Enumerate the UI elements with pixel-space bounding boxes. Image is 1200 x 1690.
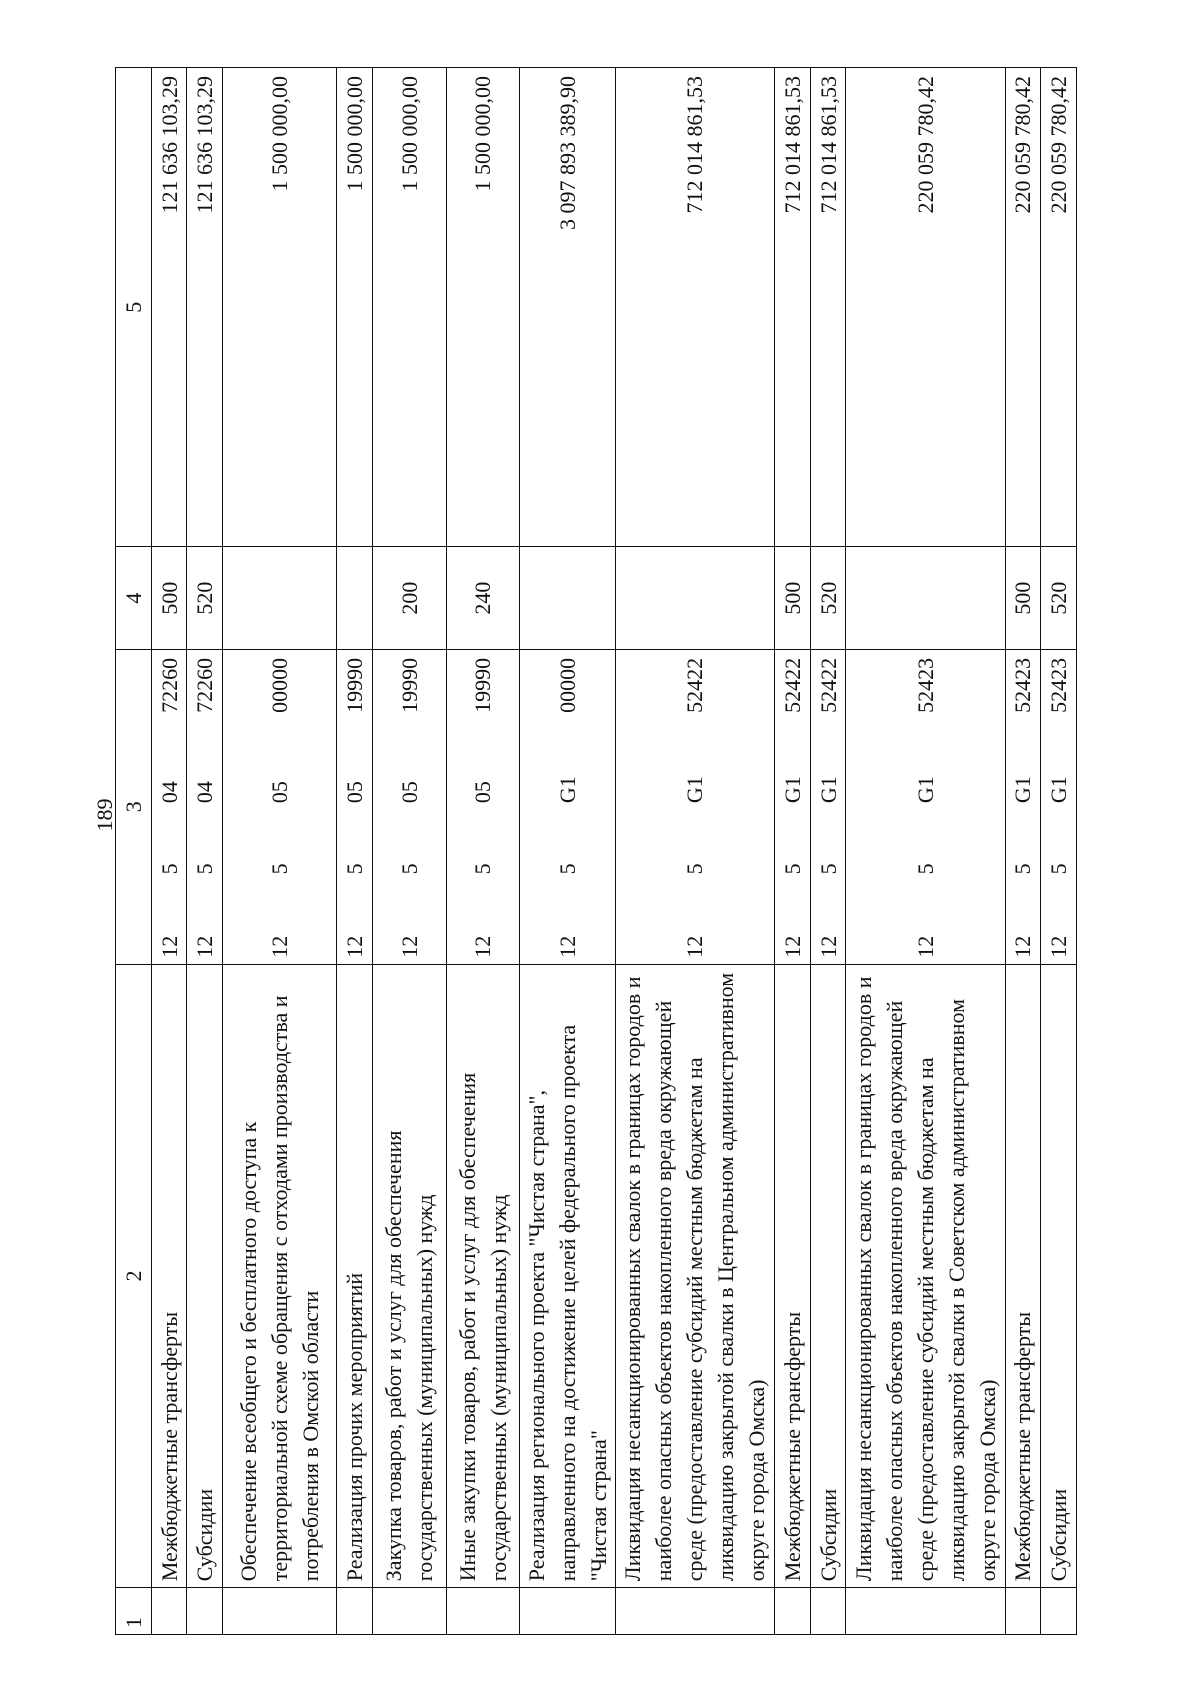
budget-table [115,67,1077,1635]
table-row [519,68,615,1635]
row-sum: 220 059 780,42 [846,68,1005,547]
row-sum: 1 500 000,00 [373,68,446,547]
row-sum: 3 097 893 389,90 [519,68,615,547]
row-name: Реализация прочих мероприятий [337,964,373,1588]
row-name: Иные закупки товаров, работ и услуг для обеспечения государственных (муниципальных) нужд [446,964,519,1588]
row-code: 12 5 G1 52422 [810,649,846,964]
header-col-3: 3 [116,649,152,964]
table-row [151,68,187,1635]
row-sum: 1 500 000,00 [446,68,519,547]
row-code: 12 5 G1 52423 [846,649,1005,964]
budget-table-sheet [115,67,1077,1635]
table-header-row [116,68,152,1635]
row-vr: 520 [810,547,846,649]
row-name: Ликвидация несанкционированных свалок в границах городов и наиболее опасных объектов накопленного вреда окружающей среде (предоставление субсидий местным бюджетам на ликвидацию закрытой свалки в Советском административном округе города Омска) [846,964,1005,1588]
row-sum: 712 014 861,53 [810,68,846,547]
table-row [187,68,223,1635]
table-row [446,68,519,1635]
row-code: 12 5 G1 52423 [1041,649,1077,964]
row-name: Обеспечение всеобщего и бесплатного доступа к территориальной схеме обращения с отходами производства и потребления в Омской области [223,964,337,1588]
table-row [774,68,810,1635]
row-vr [337,547,373,649]
header-col-2: 2 [116,964,152,1588]
row-vr: 200 [373,547,446,649]
table-row [373,68,446,1635]
table-row [1041,68,1077,1635]
table-row [223,68,337,1635]
row-vr [519,547,615,649]
row-vr: 500 [1005,547,1041,649]
row-vr: 240 [446,547,519,649]
row-code: 12 5 04 72260 [187,649,223,964]
row-vr [846,547,1005,649]
row-vr: 520 [1041,547,1077,649]
row-name: Межбюджетные трансферты [1005,964,1041,1588]
table-row [615,68,774,1635]
table-row [1005,68,1041,1635]
row-code: 12 5 G1 52422 [774,649,810,964]
row-name: Закупка товаров, работ и услуг для обеспечения государственных (муниципальных) нужд [373,964,446,1588]
row-sum: 121 636 103,29 [187,68,223,547]
row-sum: 220 059 780,42 [1005,68,1041,547]
row-sum: 220 059 780,42 [1041,68,1077,547]
row-code: 12 5 04 72260 [151,649,187,964]
row-sum: 712 014 861,53 [774,68,810,547]
page-number: 189 [92,798,117,832]
row-sum: 1 500 000,00 [337,68,373,547]
row-code: 12 5 05 00000 [223,649,337,964]
row-sum: 1 500 000,00 [223,68,337,547]
row-name: Межбюджетные трансферты [151,964,187,1588]
row-name: Субсидии [810,964,846,1588]
row-name: Ликвидация несанкционированных свалок в границах городов и наиболее опасных объектов накопленного вреда окружающей среде (предоставление субсидий местным бюджетам на ликвидацию закрытой свалки в Центральном административном округе города Омска) [615,964,774,1588]
row-code: 12 5 G1 52422 [615,649,774,964]
row-code: 12 5 G1 00000 [519,649,615,964]
row-name: Субсидии [1041,964,1077,1588]
row-sum: 121 636 103,29 [151,68,187,547]
row-sum: 712 014 861,53 [615,68,774,547]
row-code: 12 5 05 19990 [373,649,446,964]
header-col-4: 4 [116,547,152,649]
row-vr [615,547,774,649]
row-code: 12 5 G1 52423 [1005,649,1041,964]
row-vr [223,547,337,649]
row-vr: 520 [187,547,223,649]
row-code: 12 5 05 19990 [446,649,519,964]
row-name: Реализация регионального проекта "Чистая страна", направленного на достижение целей федерального проекта "Чистая страна" [519,964,615,1588]
header-col-5: 5 [116,68,152,547]
row-vr: 500 [151,547,187,649]
row-name: Межбюджетные трансферты [774,964,810,1588]
table-row [337,68,373,1635]
row-name: Субсидии [187,964,223,1588]
table-row [846,68,1005,1635]
row-vr: 500 [774,547,810,649]
row-code: 12 5 05 19990 [337,649,373,964]
table-row [810,68,846,1635]
header-col-1: 1 [116,1588,152,1635]
